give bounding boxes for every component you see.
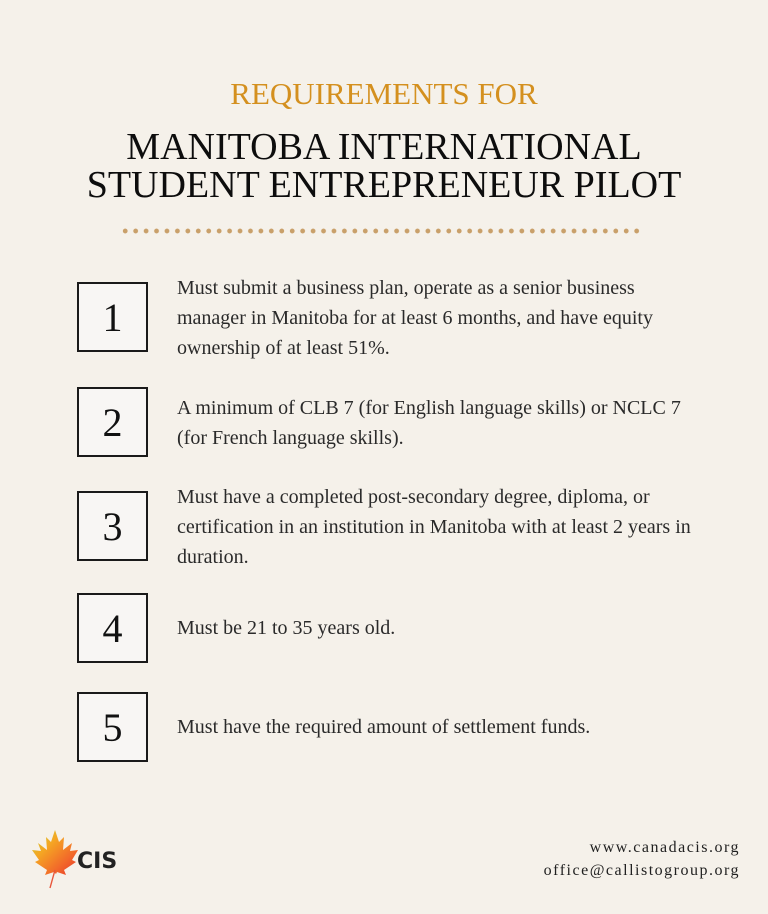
number-box: 1 bbox=[77, 282, 148, 352]
number-box: 5 bbox=[77, 692, 148, 762]
title-line-1: MANITOBA INTERNATIONAL bbox=[126, 126, 642, 168]
requirement-text: Must be 21 to 35 years old. bbox=[177, 617, 396, 639]
number-box: 3 bbox=[77, 491, 148, 561]
requirement-text: A minimum of CLB 7 (for English language skills) or NCLC 7 (for French language skills). bbox=[177, 397, 681, 449]
title-line-2: STUDENT ENTREPRENEUR PILOT bbox=[86, 164, 682, 206]
number-box: 4 bbox=[77, 593, 148, 663]
requirement-text: Must have the required amount of settlement funds. bbox=[177, 716, 591, 738]
number-box: 2 bbox=[77, 387, 148, 457]
dotted-divider bbox=[120, 228, 640, 234]
email-link[interactable]: office@callistogroup.org bbox=[543, 862, 740, 879]
page-title bbox=[0, 128, 768, 204]
website-link[interactable]: www.canadacis.org bbox=[589, 839, 740, 856]
subtitle: REQUIREMENTS FOR bbox=[230, 76, 538, 111]
cis-logo bbox=[28, 828, 118, 890]
requirement-text: Must have a completed post-secondary degree, diploma, or certification in an institution in Manitoba with at least 2 years in duration. bbox=[177, 486, 691, 568]
requirement-text: Must submit a business plan, operate as a senior business manager in Manitoba for at least 6 months, and have equity ownership of at least 51%. bbox=[177, 277, 653, 359]
svg-text:CIS: CIS bbox=[77, 849, 118, 874]
contact-info bbox=[544, 836, 740, 882]
maple-leaf-icon bbox=[28, 828, 118, 890]
